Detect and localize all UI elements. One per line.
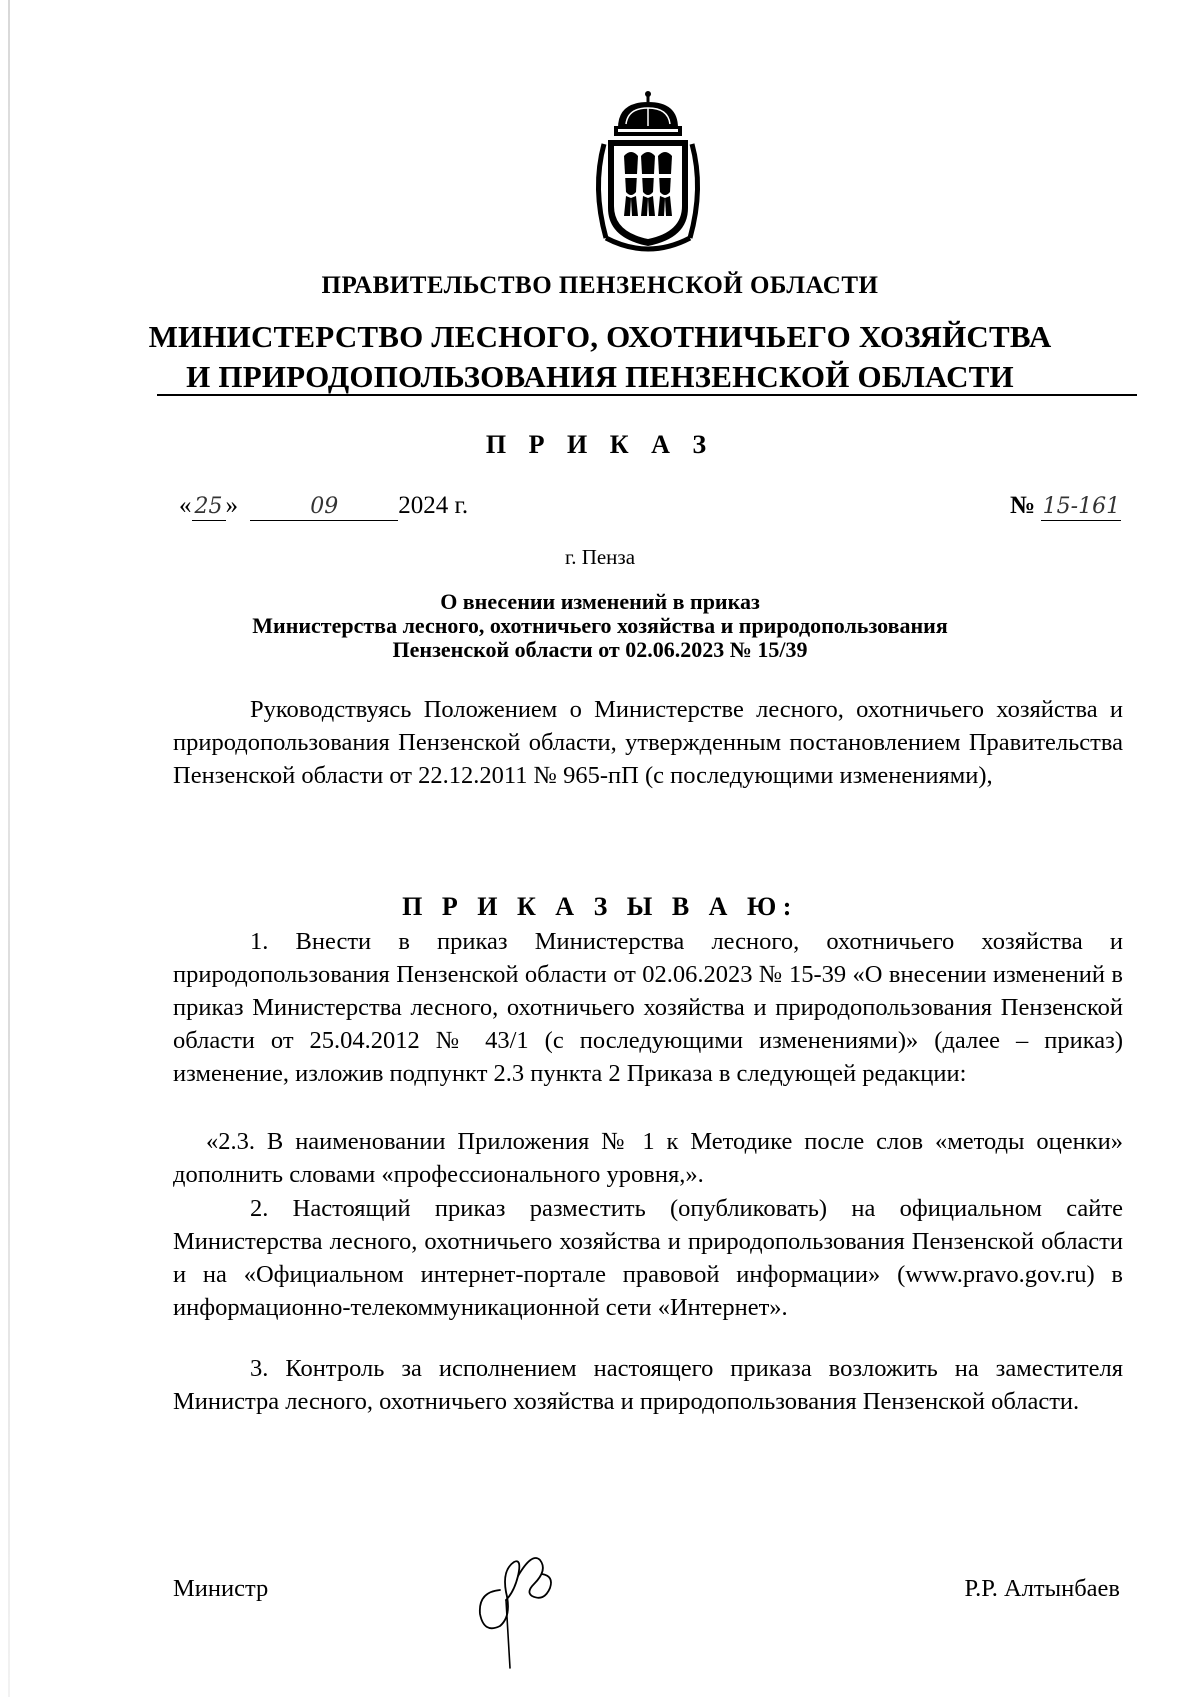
document-type: П Р И К А З [485,430,715,459]
government-name: ПРАВИТЕЛЬСТВО ПЕНЗЕНСКОЙ ОБЛАСТИ [321,272,879,299]
ministry-name [0,317,1200,397]
number-value: 15-161 [1042,494,1121,519]
ministry-name-line2: И ПРИРОДОПОЛЬЗОВАНИЯ ПЕНЗЕНСКОЙ ОБЛАСТИ [186,359,1014,394]
date-open-quote: « [179,492,192,519]
order-heading: П Р И К А З Ы В А Ю: [402,892,798,921]
header-divider [157,394,1137,396]
coat-of-arms-icon [588,88,708,254]
title-line1: О внесении изменений в приказ [440,589,760,614]
date-close-quote: » [225,492,238,519]
number-label: № [1010,492,1036,519]
handwritten-signature [470,1530,560,1670]
signatory-position: Министр [173,1575,269,1602]
scan-edge [8,0,10,1697]
document-date [179,492,468,521]
title-line2: Министерства лесного, охотничьего хозяйства и природопользования [252,613,948,638]
title-line3: Пензенской области от 02.06.2023 № 15/39 [392,637,808,662]
item-1-paragraph: 1. Внести в приказ Министерства лесного, охотничьего хозяйства и природопользования Пензенской области от 02.06.2023 № 15-39 «О внесении изменений в приказ Министерства лесного, охотничьего хозяйства и природопользования Пензенской области от 25.04.2012 № 43/1 (с последующими изменениями)» (далее – приказ) изменение, изложив подпункт 2.3 пункта 2 Приказа в следующей редакции: [173,928,1123,1087]
signatory-name: Р.Р. Алтынбаев [964,1575,1120,1602]
item-2-paragraph: 2. Настоящий приказ разместить (опубликовать) на официальном сайте Министерства лесного, охотничьего хозяйства и природопользования Пензенской области и на «Официальном интернет-портале правовой информации» (www.pravo.gov.ru) в информационно-телекоммуникационной сети «Интернет». [173,1195,1123,1321]
date-year: 2024 г. [398,492,469,519]
date-day: 25 [192,494,226,521]
document-city: г. Пенза [564,545,636,569]
preamble-paragraph: Руководствуясь Положением о Министерстве лесного, охотничьего хозяйства и природопользования Пензенской области, утвержденным постановлением Правительства Пензенской области от 22.12.2011 № 965-пП (с последующими изменениями), [173,696,1123,789]
ministry-name-line1: МИНИСТЕРСТВО ЛЕСНОГО, ОХОТНИЧЬЕГО ХОЗЯЙСТВА [148,319,1052,354]
item-1-quote-paragraph: «2.3. В наименовании Приложения № 1 к Методике после слов «методы оценки» дополнить словами «профессионального уровня,». [173,1128,1123,1188]
document-title [0,590,1200,662]
document-number [1010,492,1121,521]
item-3-paragraph: 3. Контроль за исполнением настоящего приказа возложить на заместителя Министра лесного, охотничьего хозяйства и природопользования Пензенской области. [173,1355,1123,1415]
date-month: 09 [250,494,398,521]
